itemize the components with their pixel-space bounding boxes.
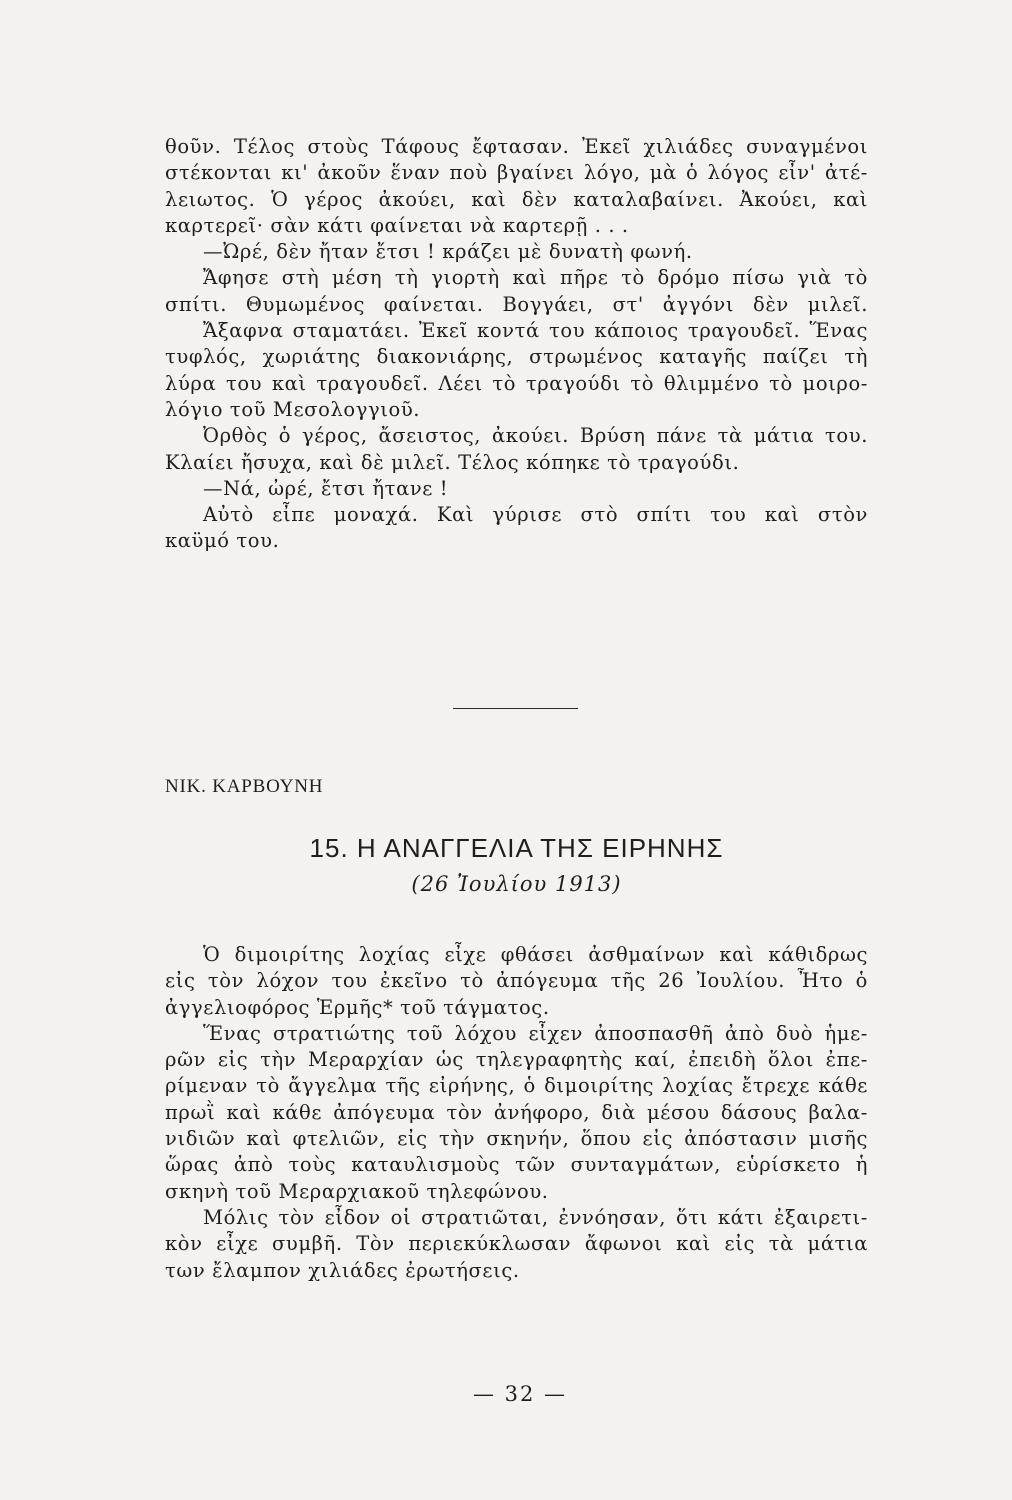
chapter-body [165,942,868,1284]
text-line: πρωῒ καὶ κάθε ἀπόγευμα τὸν ἀνήφορο, διὰ μέσου δάσους βαλα- [165,1100,868,1124]
text-line: Μόλις τὸν εἶδον οἱ στρατιῶται, ἐννόησαν, ὅτι κάτι ἐξαιρετι- [203,1205,868,1229]
text-line: Ἄφησε στὴ μέση τὴ γιορτὴ καὶ πῆρε τὸ δρόμο πίσω γιὰ τὸ [203,266,868,290]
text-line: ρίμεναν τὸ ἄγγελμα τῆς εἰρήνης, ὁ διμοιρίτης λοχίας ἔτρεχε κάθε [165,1074,868,1098]
text-line: —Ὠρέ, δὲν ἤταν ἔτσι ! κράζει μὲ δυνατὴ φωνή. [203,240,693,264]
text-line: Ὀρθὸς ὁ γέρος, ἄσειστος, ἀκούει. Βρύση πάνε τὰ μάτια του. [203,424,868,448]
text-line: Αὐτὸ εἶπε μοναχά. Καὶ γύρισε στὸ σπίτι του καὶ στὸν [203,503,868,527]
text-line: λύρα του καὶ τραγουδεῖ. Λέει τὸ τραγούδι τὸ θλιμμένο τὸ μοιρο- [165,371,868,395]
story-ending [165,134,868,555]
text-line: σπίτι. Θυμωμένος φαίνεται. Βογγάει, στ' ἀγγόνι δὲν μιλεῖ. [165,292,868,316]
text-line: λόγιο τοῦ Μεσολογγιοῦ. [165,397,421,421]
text-line: Ἄξαφνα σταματάει. Ἐκεῖ κοντά του κάποιος τραγουδεῖ. Ἕνας [203,319,868,343]
chapter-title: 15. Η ΑΝΑΓΓΕΛΙΑ ΤΗΣ ΕΙΡΗΝΗΣ [309,833,724,863]
text-line: εἰς τὸν λόχον του ἐκεῖνο τὸ ἀπόγευμα τῆς 26 Ἰουλίου. Ἦτο ὁ [165,969,868,993]
text-line: τυφλός, χωριάτης διακονιάρης, στρωμένος καταγῆς παίζει τὴ [165,345,868,369]
text-line: Ἕνας στρατιώτης τοῦ λόχου εἶχεν ἀποσπασθῆ ἀπὸ δυὸ ἡμε- [203,1021,868,1045]
text-line: ρῶν εἰς τὴν Μεραρχίαν ὡς τηλεγραφητὴς καί, ἐπειδὴ ὅλοι ἐπε- [165,1048,868,1072]
text-line: ἀγγελιοφόρος Ἑρμῆς* τοῦ τάγματος. [165,995,550,1019]
chapter-date: (26 Ἰουλίου 1913) [411,872,622,896]
text-line: κὸν εἶχε συμβῆ. Τὸν περιεκύκλωσαν ἄφωνοι καὶ εἰς τὰ μάτια [165,1232,868,1256]
text-line: των ἔλαμπον χιλιάδες ἐρωτήσεις. [165,1258,520,1282]
text-line: στέκονται κι' ἀκοῦν ἕναν ποὺ βγαίνει λόγο, μὰ ὁ λόγος εἶν' ἀτέ- [165,161,868,185]
text-line: σκηνὴ τοῦ Μεραρχιακοῦ τηλεφώνου. [165,1179,549,1203]
author-name: ΝΙΚ. ΚΑΡΒΟΥΝΗ [165,776,324,797]
text-line: καρτερεῖ· σὰν κάτι φαίνεται νὰ καρτερῇ . . . [165,213,629,237]
page-number: — 32 — [472,1382,568,1406]
text-line: ὥρας ἀπὸ τοὺς καταυλισμοὺς τῶν συνταγμάτων, εὑρίσκετο ἡ [165,1153,868,1177]
text-line: λειωτος. Ὁ γέρος ἀκούει, καὶ δὲν καταλαβαίνει. Ἀκούει, καὶ [165,187,868,211]
text-line: καϋμό του. [165,529,280,553]
section-divider [453,708,578,709]
text-line: Ὁ διμοιρίτης λοχίας εἶχε φθάσει ἀσθμαίνων καὶ κάθιδρως [203,943,868,966]
text-line: θοῦν. Τέλος στοὺς Τάφους ἔφτασαν. Ἐκεῖ χιλιάδες συναγμένοι [165,135,868,158]
text-line: —Νά, ὠρέ, ἔτσι ἤτανε ! [203,476,449,500]
text-line: νιδιῶν καὶ φτελιῶν, εἰς τὴν σκηνήν, ὅπου εἰς ἀπόστασιν μισῆς [165,1127,868,1151]
text-line: Κλαίει ἤσυχα, καὶ δὲ μιλεῖ. Τέλος κόπηκε τὸ τραγούδι. [165,450,740,474]
